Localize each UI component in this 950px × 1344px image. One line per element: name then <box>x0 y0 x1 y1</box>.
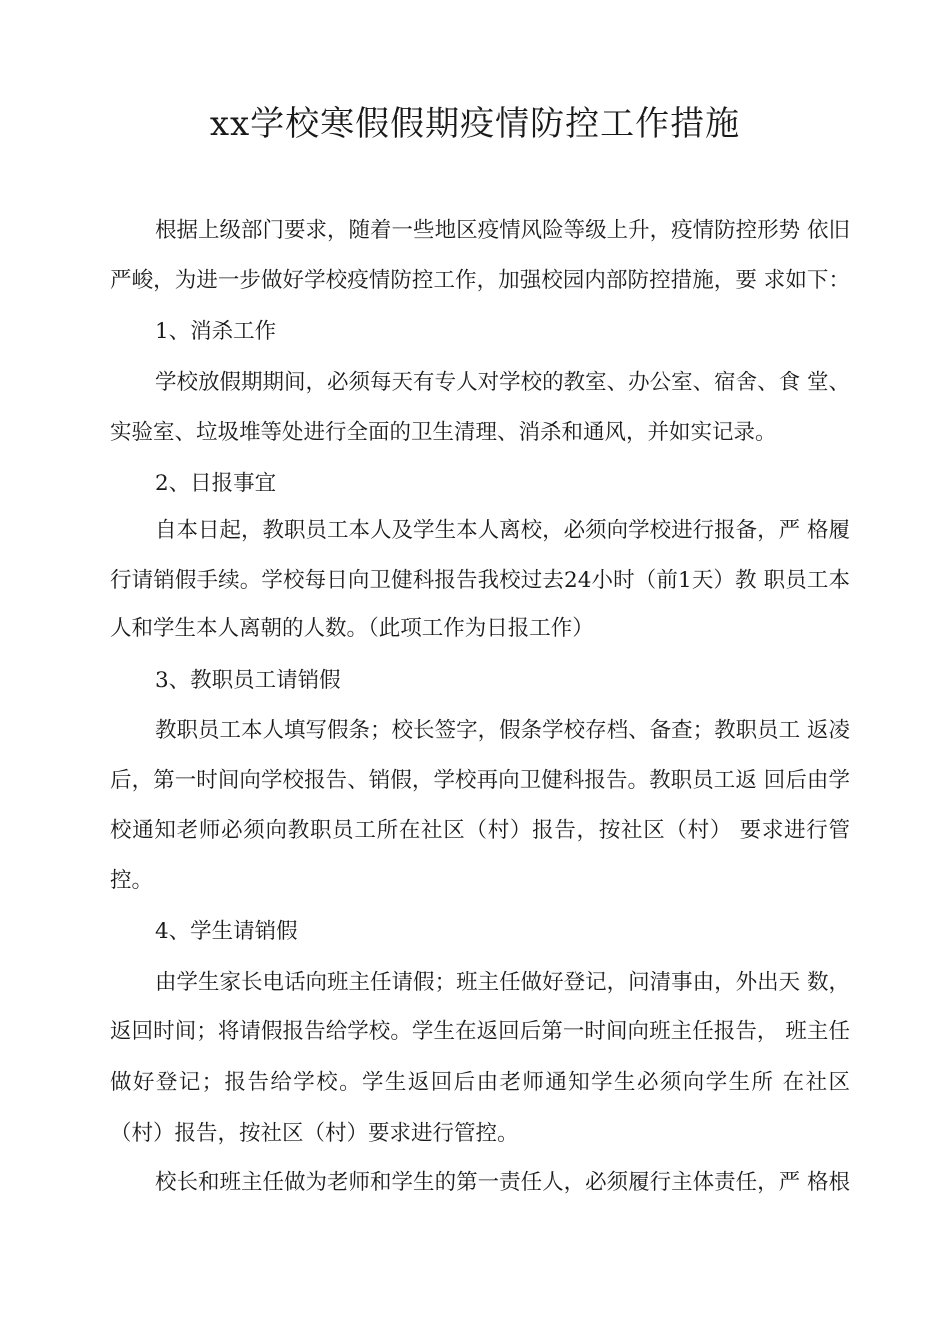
paragraph-line: 自本日起，教职员工本人及学生本人离校，必须向学校进行报备，严 格履 <box>155 518 850 543</box>
paragraph-line: （村）报告，按社区（村）要求进行管控。 <box>110 1121 519 1146</box>
paragraph-line: 行请销假手续。学校每日向卫健科报告我校过去24小时（前1天）教 职员工本 <box>110 568 850 593</box>
paragraph-line: 校长和班主任做为老师和学生的第一责任人，必须履行主体责任，严 格根 <box>155 1170 850 1195</box>
paragraph-line: 做好登记；报告给学校。学生返回后由老师通知学生必须向学生所 在社区 <box>110 1070 850 1095</box>
paragraph-line: 实验室、垃圾堆等处进行全面的卫生清理、消杀和通风，并如实记录。 <box>110 420 777 445</box>
paragraph-line: 后，第一时间向学校报告、销假，学校再向卫健科报告。教职员工返 回后由学 <box>110 768 850 793</box>
section-heading: 3、教职员工请销假 <box>155 668 341 693</box>
paragraph-line: 控。 <box>110 868 154 893</box>
paragraph-line: 校通知老师必须向教职员工所在社区（村）报告，按社区（村） 要求进行管 <box>110 818 850 843</box>
paragraph-line: 人和学生本人离朝的人数。（此项工作为日报工作） <box>110 616 594 641</box>
section-heading: 4、学生请销假 <box>155 919 298 944</box>
paragraph-line: 由学生家长电话向班主任请假；班主任做好登记，问清事由，外出天 数， <box>155 970 850 995</box>
paragraph-line: 严峻，为进一步做好学校疫情防控工作，加强校园内部防控措施，要 求如下： <box>110 268 850 293</box>
section-heading: 1、消杀工作 <box>155 319 277 344</box>
paragraph-line: 返回时间；将请假报告给学校。学生在返回后第一时间向班主任报告， 班主任 <box>110 1019 850 1044</box>
paragraph-line: 教职员工本人填写假条；校长签字，假条学校存档、备查；教职员工 返凌 <box>155 718 850 743</box>
paragraph-line: 根据上级部门要求，随着一些地区疫情风险等级上升，疫情防控形势 依旧 <box>155 218 850 243</box>
paragraph-line: 学校放假期期间，必须每天有专人对学校的教室、办公室、宿舍、食 堂、 <box>155 370 850 395</box>
section-heading: 2、日报事宜 <box>155 471 277 496</box>
document-title: xx学校寒假假期疫情防控工作措施 <box>209 104 741 144</box>
